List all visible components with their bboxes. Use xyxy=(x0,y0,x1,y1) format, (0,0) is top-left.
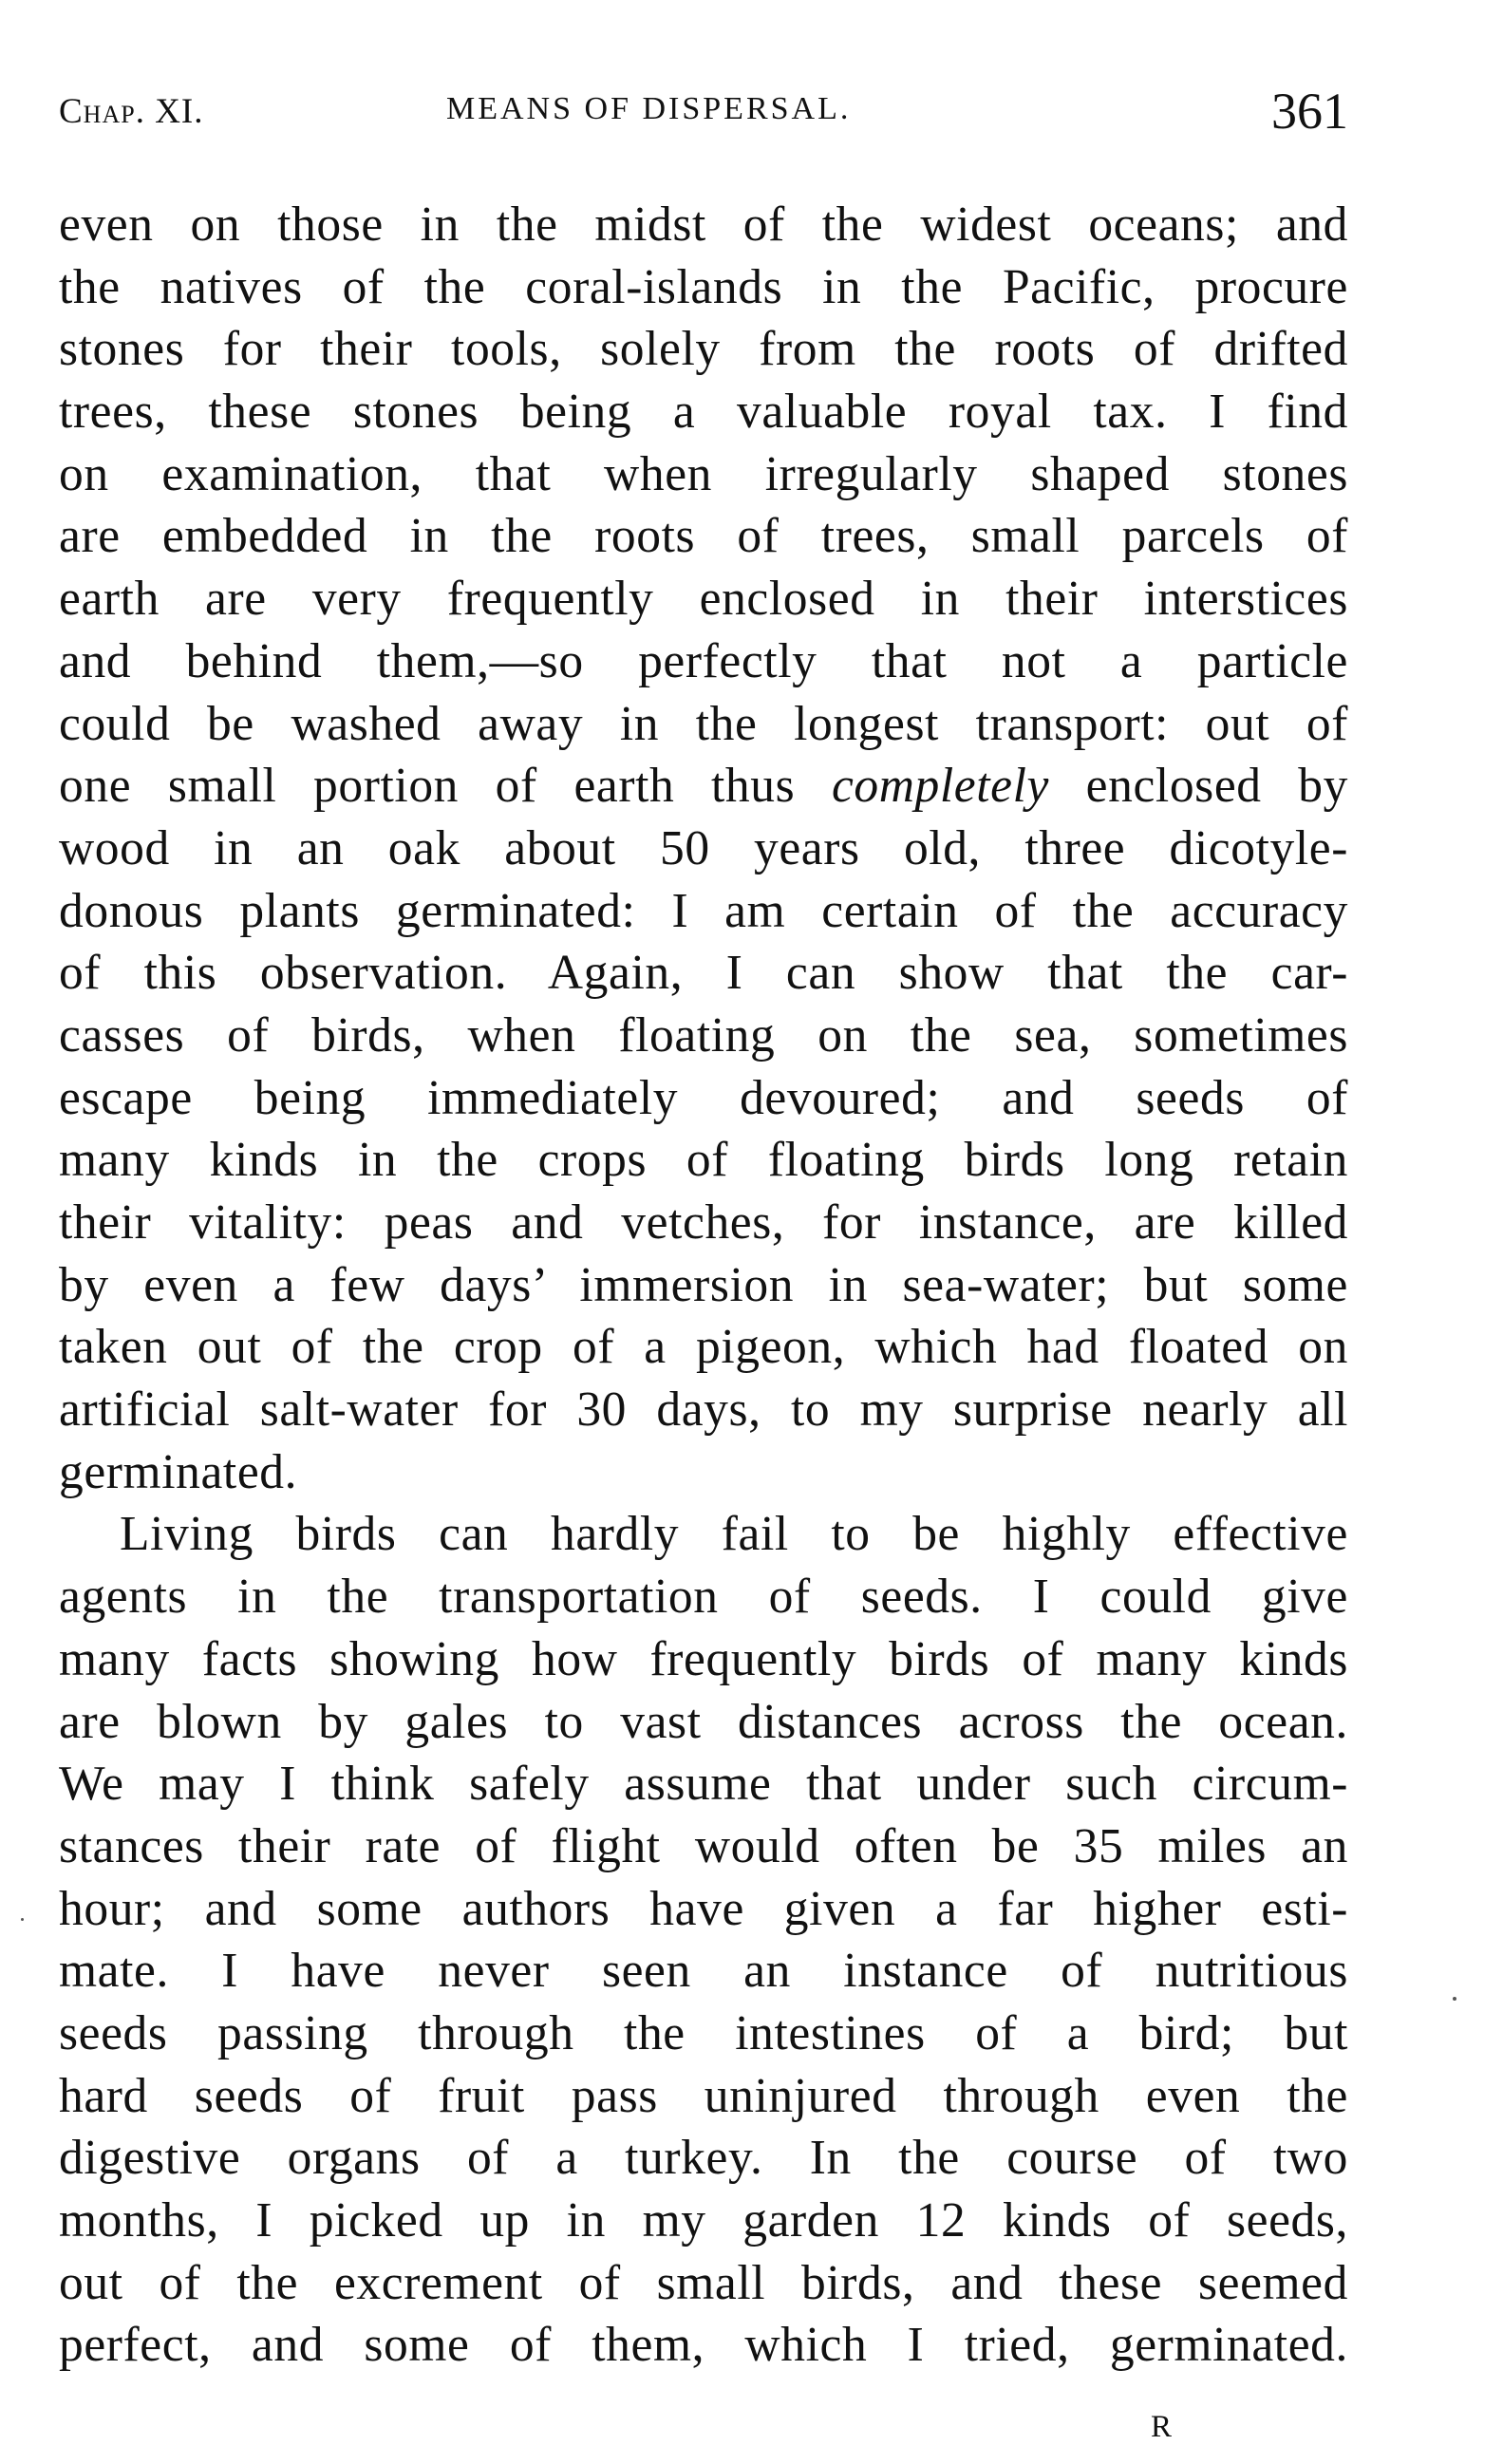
text-line: perfect, and some of them, which I tried, germinated. xyxy=(59,2318,1348,2373)
paragraph-start-line: Living birds can hardly fail to be highly effective xyxy=(120,1507,1348,1562)
text-line: casses of birds, when floating on the sea, sometimes xyxy=(59,1007,1348,1063)
text-line: of this observation. Again, I can show that the car- xyxy=(59,946,1348,1001)
running-title: MEANS OF DISPERSAL. xyxy=(446,91,852,126)
text-line: hard seeds of fruit pass uninjured through even the xyxy=(59,2068,1348,2123)
text-line: seeds passing through the intestines of a bird; but xyxy=(59,2005,1348,2060)
text-line: many kinds in the crops of floating birds long retain xyxy=(59,1133,1348,1188)
text-line: by even a few days’ immersion in sea-water; but some xyxy=(59,1257,1348,1312)
text-line: mate. I have never seen an instance of nutritious xyxy=(59,1944,1348,1999)
text-line: are embedded in the roots of trees, small parcels of xyxy=(59,509,1348,564)
chapter-label: Chap. XI. xyxy=(59,92,204,131)
text-line: We may I think safely assume that under such circum- xyxy=(59,1757,1348,1812)
text-line: could be washed away in the longest transport: out of xyxy=(59,696,1348,751)
text-line: digestive organs of a turkey. In the course of two xyxy=(59,2131,1348,2186)
text-line: are blown by gales to vast distances across the ocean. xyxy=(59,1694,1348,1749)
page-number: 361 xyxy=(1271,83,1348,140)
text-line: agents in the transportation of seeds. I could give xyxy=(59,1570,1348,1625)
text-line: stances their rate of flight would often be 35 miles an xyxy=(59,1818,1348,1873)
text-line: stones for their tools, solely from the roots of drifted xyxy=(59,322,1348,377)
text-line-with-italic xyxy=(59,755,1348,818)
signature-mark: R xyxy=(1151,2410,1174,2444)
text-line: hour; and some authors have given a far higher esti- xyxy=(59,1881,1348,1936)
text-line: and behind them,—so perfectly that not a particle xyxy=(59,633,1348,688)
print-speck xyxy=(1453,1997,1456,2001)
text-line: earth are very frequently enclosed in their interstices xyxy=(59,572,1348,627)
text-segment: one small portion of earth thus xyxy=(59,759,832,814)
text-line: donous plants germinated: I am certain of the accuracy xyxy=(59,883,1348,938)
text-line: months, I picked up in my garden 12 kinds of seeds, xyxy=(59,2193,1348,2248)
text-line: germinated. xyxy=(59,1444,298,1499)
text-line: on examination, that when irregularly shaped stones xyxy=(59,446,1348,501)
body-text xyxy=(59,194,1348,2377)
text-line: their vitality: peas and vetches, for instance, are killed xyxy=(59,1195,1348,1250)
text-line: wood in an oak about 50 years old, three dicotyle- xyxy=(59,820,1348,875)
italic-emphasis: completely xyxy=(831,759,1049,814)
text-segment: enclosed by xyxy=(1049,759,1348,814)
text-line: out of the excrement of small birds, and these seemed xyxy=(59,2255,1348,2310)
text-line: artificial salt-water for 30 days, to my surprise nearly all xyxy=(59,1382,1348,1438)
text-line: the natives of the coral-islands in the Pacific, procure xyxy=(59,259,1348,314)
print-speck xyxy=(21,1918,24,1921)
text-line: many facts showing how frequently birds of many kinds xyxy=(59,1631,1348,1686)
text-line: even on those in the midst of the widest oceans; and xyxy=(59,197,1348,252)
text-line: trees, these stones being a valuable royal tax. I find xyxy=(59,385,1348,440)
running-head xyxy=(59,82,1348,142)
text-line: taken out of the crop of a pigeon, which had floated on xyxy=(59,1320,1348,1375)
text-line: escape being immediately devoured; and seeds of xyxy=(59,1070,1348,1125)
